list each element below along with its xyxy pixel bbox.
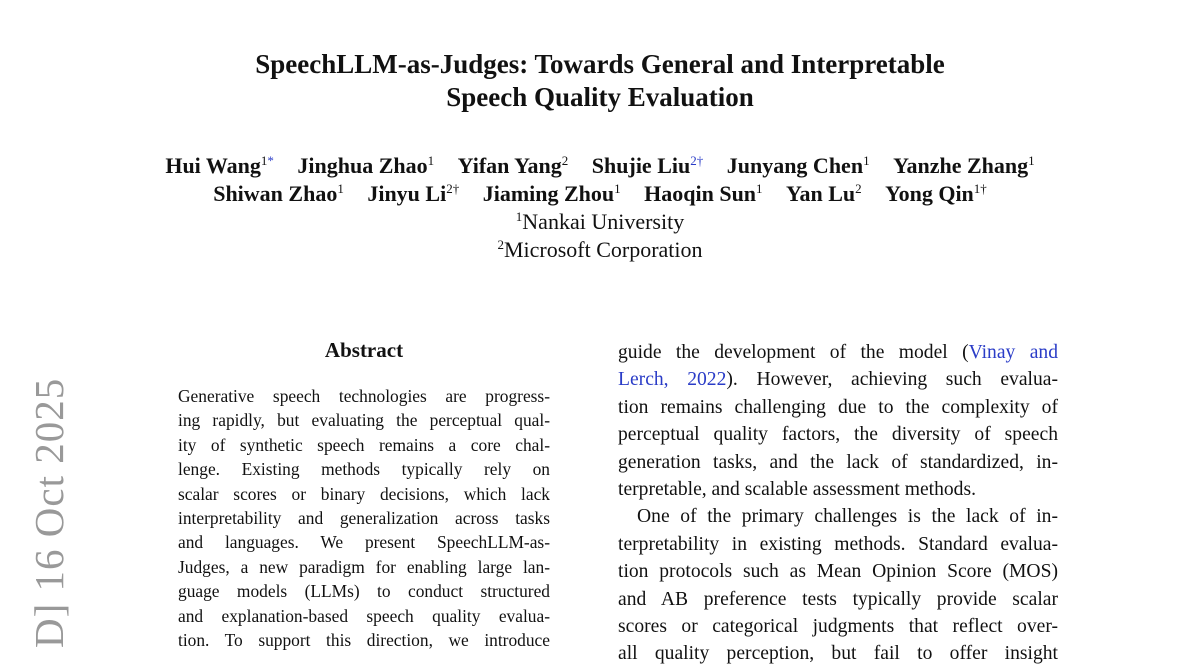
arxiv-stamp: D] 16 Oct 2025 — [26, 377, 72, 648]
footnote-mark[interactable]: * — [267, 153, 274, 168]
abstract-line: interpretability and generalization across tasks — [178, 508, 550, 529]
author: Jinyu $Li^{2\dagger}$ — [367, 181, 460, 206]
title-line: Speech Quality Evaluation — [446, 82, 754, 112]
citation-link[interactable]: Vinay and — [968, 342, 1058, 363]
body-line: all quality perception, but fail to offer insight — [618, 643, 1058, 665]
abstract-line: and languages. We present SpeechLLM-as- — [178, 532, 550, 553]
author: Yan Lu$^2$ — [786, 181, 862, 206]
author-line-1 — [0, 152, 1200, 180]
paper-title — [0, 48, 1200, 114]
abstract-line: Judges, a new paradigm for enabling large lan- — [178, 556, 550, 577]
body-line: Lerch, 2022). However, achieving such evalua- — [618, 369, 1058, 391]
body-line: One of the primary challenges is the lack of in- — [637, 506, 1058, 528]
footnote-mark[interactable]: † — [696, 153, 704, 168]
citation-link[interactable]: Lerch, 2022 — [618, 369, 727, 391]
author-line-2 — [0, 180, 1200, 208]
author: Hui Wang$^{1*}$ — [165, 153, 274, 178]
author-block — [0, 152, 1200, 264]
abstract-text — [178, 384, 550, 652]
footnote-mark: † — [452, 181, 460, 196]
body-line: generation tasks, and the lack of standardized, in- — [618, 451, 1058, 473]
author: Jiaming Zhou$^1$ — [482, 181, 621, 206]
abstract-line: and explanation-based speech quality evalua- — [178, 605, 550, 626]
footnote-mark: † — [980, 181, 987, 196]
author: Shiwan Zhao$^1$ — [213, 181, 344, 206]
author: Yifan Yang$^2$ — [457, 153, 569, 178]
abstract-line: lenge. Existing methods typically rely on — [178, 459, 550, 480]
abstract-line: Generative speech technologies are progress- — [178, 386, 550, 406]
abstract-heading: Abstract — [324, 338, 404, 362]
body-line: scores or categorical judgments that reflect over- — [618, 616, 1058, 638]
body-line: guide the development of the model (Vinay and — [618, 342, 1058, 363]
author: Junyang Chen$^1$ — [726, 153, 870, 178]
abstract-line: tion. To support this direction, we introduce — [178, 630, 550, 651]
body-line: and AB preference tests typically provide scalar — [618, 588, 1058, 610]
abstract-line: scalar scores or binary decisions, which lack — [178, 483, 550, 504]
body-column-right — [618, 339, 1058, 668]
body-line: tion remains challenging due to the complexity of — [618, 396, 1058, 418]
abstract-line: ing rapidly, but evaluating the perceptual qual- — [178, 410, 550, 431]
body-line: terpretability in existing methods. Standard evalua- — [618, 533, 1058, 555]
abstract-line: ity of synthetic speech remains a core chal- — [178, 434, 550, 455]
author: Haoqin Sun$^1$ — [644, 181, 763, 206]
author: Yong Qin$^{1\dagger}$ — [885, 181, 987, 206]
author: Shujie Liu$^{2\dagger}$ — [591, 153, 704, 178]
author: Jinghua Zhao$^1$ — [297, 153, 435, 178]
affiliation: $^1$Nankai University — [515, 209, 685, 234]
body-line: tion protocols such as Mean Opinion Score (MOS) — [618, 561, 1058, 583]
abstract-line: guage models (LLMs) to conduct structured — [178, 581, 550, 602]
body-line: perceptual quality factors, the diversity of speech — [618, 424, 1058, 446]
author: Yanzhe Zhang$^1$ — [893, 153, 1035, 178]
body-line: terpretable, and scalable assessment methods. — [618, 479, 977, 501]
title-line: SpeechLLM-as-Judges: Towards General and Interpretable — [255, 49, 945, 79]
affiliation: $^2$Microsoft Corporation — [497, 237, 703, 262]
